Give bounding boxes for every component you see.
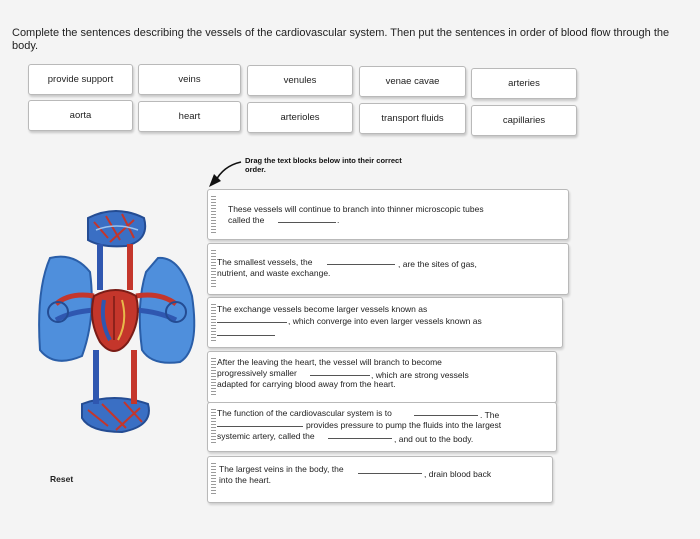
answer-blank[interactable] <box>217 328 275 336</box>
sentence-text: nutrient, and waste exchange. <box>217 268 331 278</box>
sentence-text: The exchange vessels become larger vessels known as <box>217 304 428 314</box>
sentence-text: adapted for carrying blood away from the heart. <box>217 379 396 389</box>
sentence-text: provides pressure to pump the fluids into the largest <box>306 420 502 430</box>
sentence-text: , which are strong vessels <box>371 370 469 380</box>
word-block-transport-fluids[interactable]: transport fluids <box>359 103 466 134</box>
drag-hint-text: Drag the text blocks below into their correct order. <box>245 156 402 174</box>
drag-handle-icon[interactable] <box>211 196 216 233</box>
word-block-heart[interactable]: heart <box>138 101 241 132</box>
drag-handle-icon[interactable] <box>211 250 216 288</box>
sentence-text: into the heart. <box>219 475 271 485</box>
sentence-block-2[interactable] <box>207 243 569 295</box>
sentence-block-6[interactable] <box>207 456 553 503</box>
answer-blank[interactable] <box>278 215 336 223</box>
cardiovascular-illustration <box>30 200 202 462</box>
sentence-text: The largest veins in the body, the <box>219 464 344 474</box>
sentence-text: . The <box>480 410 500 420</box>
sentence-block-4[interactable] <box>207 351 557 403</box>
sentence-text: called the <box>228 215 265 225</box>
word-block-arterioles[interactable]: arterioles <box>247 102 353 133</box>
answer-blank[interactable] <box>327 257 395 265</box>
word-block-provide-support[interactable]: provide support <box>28 64 133 95</box>
word-block-aorta-label: aorta <box>69 110 92 121</box>
sentence-block-1[interactable] <box>207 189 569 240</box>
sentence-text: , drain blood back <box>424 469 492 479</box>
sentence-text: systemic artery, called the <box>217 431 315 441</box>
sentence-text: The function of the cardiovascular system is to <box>217 408 392 418</box>
answer-blank[interactable] <box>217 419 303 427</box>
word-block-arteries[interactable]: arteries <box>471 68 577 99</box>
drag-handle-icon[interactable] <box>211 463 216 496</box>
answer-blank[interactable] <box>328 431 392 439</box>
sentence-text: After the leaving the heart, the vessel will branch to become <box>217 357 442 367</box>
answer-blank[interactable] <box>358 466 422 474</box>
reset-button[interactable]: Reset <box>50 474 74 484</box>
sentence-block-3[interactable] <box>207 297 563 348</box>
word-block-venae-cavae[interactable]: venae cavae <box>359 66 466 97</box>
sentence-text: , and out to the body. <box>394 434 474 444</box>
word-block-venules[interactable]: venules <box>247 65 353 96</box>
drag-handle-icon[interactable] <box>211 304 216 341</box>
answer-blank[interactable] <box>310 368 370 376</box>
sentence-block-5[interactable] <box>207 402 557 452</box>
sentence-text: progressively smaller <box>217 368 297 378</box>
curved-arrow-icon <box>203 160 243 192</box>
word-block-veins[interactable]: veins <box>138 64 241 95</box>
sentence-text: , which converge into even larger vessels known as <box>288 316 482 326</box>
answer-blank[interactable] <box>217 315 287 323</box>
word-block-aorta[interactable] <box>28 100 133 131</box>
drag-handle-icon[interactable] <box>211 358 216 396</box>
sentence-text: . <box>337 215 340 225</box>
sentence-text: These vessels will continue to branch into thinner microscopic tubes <box>228 204 484 214</box>
sentence-text: The smallest vessels, the <box>217 257 313 267</box>
answer-blank[interactable] <box>414 408 478 416</box>
sentence-text: , are the sites of gas, <box>398 259 477 269</box>
drag-handle-icon[interactable] <box>211 409 216 445</box>
instructions-text: Complete the sentences describing the vessels of the cardiovascular system. Then put the sentences in order of blood flow through the body. <box>12 27 670 52</box>
word-block-capillaries[interactable]: capillaries <box>471 105 577 136</box>
